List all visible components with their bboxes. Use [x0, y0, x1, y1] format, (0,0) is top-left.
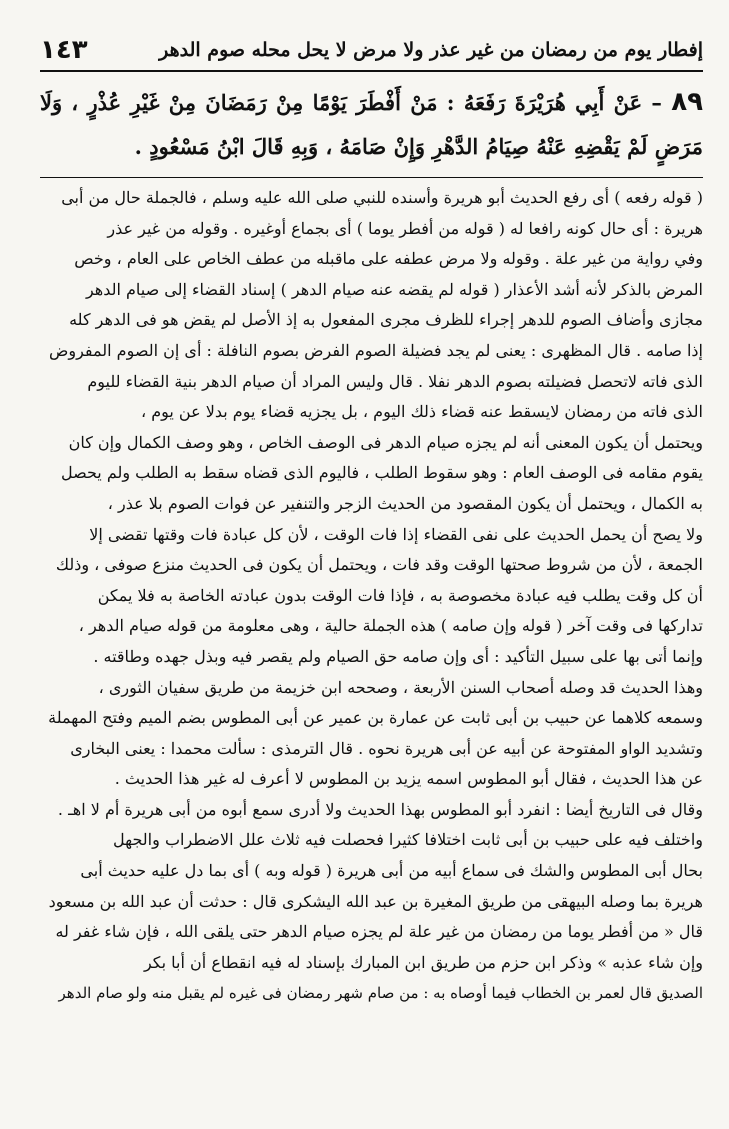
commentary-line: الذى فاته لاتحصل فضيلته بصوم الدهر نفلا . قال وليس المراد أن صيام الدهر بنية القضاء لليوم: [87, 371, 703, 391]
commentary-line: مجازى وأضاف الصوم للدهر إجراء للظرف مجرى المفعول به إذ الأصل لم يقض هو فى الدهر كله: [69, 310, 703, 330]
commentary-line: الجمعة ، لأن من شروط صحتها الوقت وقد فات ، ويحتمل أن يكون فى الحديث منزع صوفى ، وذلك: [55, 555, 703, 575]
commentary-line: أن كل وقت يطلب فيه عبادة مخصوصة به ، فإذا فات الوقت بدون عبادته الخاصة به فلا يمكن: [97, 585, 703, 605]
commentary-line: وإن شاء عذبه » وذكر ابن حزم من طريق ابن المبارك بإسناد له فيه انقطاع أن أبا بكر: [143, 952, 703, 972]
commentary-line: وقال فى التاريخ أيضا : انفرد أبو المطوس بهذا الحديث ولا أدرى سمع أبوه من أبى هريرة أم لا اهـ .: [57, 799, 703, 819]
commentary-line: إذا صامه . قال المظهرى : يعنى لم يجد فضيلة الصوم الفرض بصوم النافلة : أى إن الصوم المفروض: [49, 340, 703, 360]
header-rule: [40, 70, 703, 72]
commentary-line: وتشديد الواو المفتوحة عن أبيه عن أبى هريرة نحوه . قال الترمذى : سألت محمدا : يعنى البخارى: [70, 738, 703, 758]
hadith-text: – عَنْ أَبِي هُرَيْرَةَ رَفَعَهُ : مَنْ أَفْطَرَ يَوْمًا مِنْ رَمَضَانَ مِنْ غَيْرِ عُذْرٍ ، وَلَا مَرَضٍ لَمْ يَقْضِهِ عَنْهُ صِيَامُ الدَّهْرِ وَإِنْ صَامَهُ ، وَبِهِ قَالَ ابْنُ مَسْعُودٍ .: [40, 90, 703, 159]
hadith-number: ٨٩: [671, 87, 703, 117]
commentary-line: وفي رواية من غير علة . وقوله ولا مرض عطفه على ماقبله من عطف الخاص على العام ، وخص: [74, 249, 703, 269]
commentary-line: عن هذا الحديث ، فقال أبو المطوس اسمه يزيد بن المطوس لا أعرف له غير هذا الحديث .: [114, 769, 703, 789]
page-number: ١٤٣: [40, 35, 88, 65]
hadith-block: [40, 80, 703, 172]
commentary-line: قال « من أفطر يوما من رمضان من غير علة لم يجزه صيام الدهر حتى يلقى الله ، فإن شاء غفر له: [55, 922, 703, 942]
commentary-line: وإنما أتى بها على سبيل التأكيد : أى وإن صامه حق الصيام ولم يقصر فيه وبذل جهده وطاقته .: [93, 646, 703, 666]
commentary-line: وسمعه كلاهما عن حبيب بن أبى ثابت عن عمارة بن عمير عن أبى المطوس بضم الميم وفتح المهملة: [48, 708, 703, 728]
commentary-line: يقوم مقامه فى الوصف العام : وهو سقوط الطلب ، فاليوم الذى قضاه سقط به الطلب ولم يحصل: [60, 463, 703, 483]
commentary-line: هريرة بما وصله البيهقى من طريق المغيرة بن عبد الله اليشكرى قال : حدثت أن عبد الله بن مسعود: [48, 891, 703, 911]
commentary-line: الصديق قال لعمر بن الخطاب فيما أوصاه به : من صام شهر رمضان فى غيره لم يقبل منه ولو صام الدهر: [58, 984, 703, 1003]
commentary-line: ( قوله رفعه ) أى رفع الحديث أبو هريرة وأسنده للنبي صلى الله عليه وسلم ، فالجملة حال من أبى: [61, 188, 703, 207]
commentary-line: وهذا الحديث قد وصله أصحاب السنن الأربعة ، وصححه ابن خزيمة من طريق سفيان الثورى ،: [98, 677, 703, 697]
running-title: إفطار يوم من رمضان من غير عذر ولا مرض لا يحل محله صوم الدهر: [159, 39, 703, 61]
commentary-line: المرض بالذكر لأنه أشد الأعذار ( قوله لم يقضه عنه صيام الدهر ) إسناد القضاء إلى صيام الدهر: [85, 279, 703, 299]
commentary-line: بحال أبى المطوس والشك فى سماع أبيه من أبى هريرة ( قوله وبه ) أى بما دل عليه حديث أبى: [80, 861, 703, 881]
commentary-block: [40, 183, 703, 1115]
commentary-line: ويحتمل أن يكون المعنى أنه لم يجزه صيام الدهر فى الوصف الخاص ، وهو وصف الكمال وإن كان: [68, 432, 703, 452]
commentary-line: الذى فاته من رمضان لايسقط عنه قضاء ذلك اليوم ، بل يجزيه قضاء يوم بدلا عن يوم ،: [140, 402, 703, 422]
commentary-line: واختلف فيه على حبيب بن أبى ثابت اختلافا كثيرا فحصلت فيه ثلاث علل الاضطراب والجهل: [112, 830, 703, 850]
separator-rule: [40, 177, 703, 178]
commentary-line: هريرة : أى حال كونه رافعا له ( قوله من أفطر يوما ) أى بجماع أوغيره . وقوله من غير عذر: [107, 218, 703, 238]
commentary-line: تداركها فى وقت آخر ( قوله وإن صامه ) هذه الجملة حالية ، وهى معلومة من قوله صيام الدهر ،: [78, 616, 703, 636]
commentary-line: ولا يصح أن يحمل الحديث على نفى القضاء إذا فات الوقت ، لأن كل عبادة فات وقتها تقضى إلا: [89, 524, 703, 544]
commentary-line: به الكمال ، ويحتمل أن يكون المقصود من الحديث الزجر والتنفير عن فوات الصوم بلا عذر ،: [107, 493, 703, 513]
page-header: [40, 30, 703, 70]
